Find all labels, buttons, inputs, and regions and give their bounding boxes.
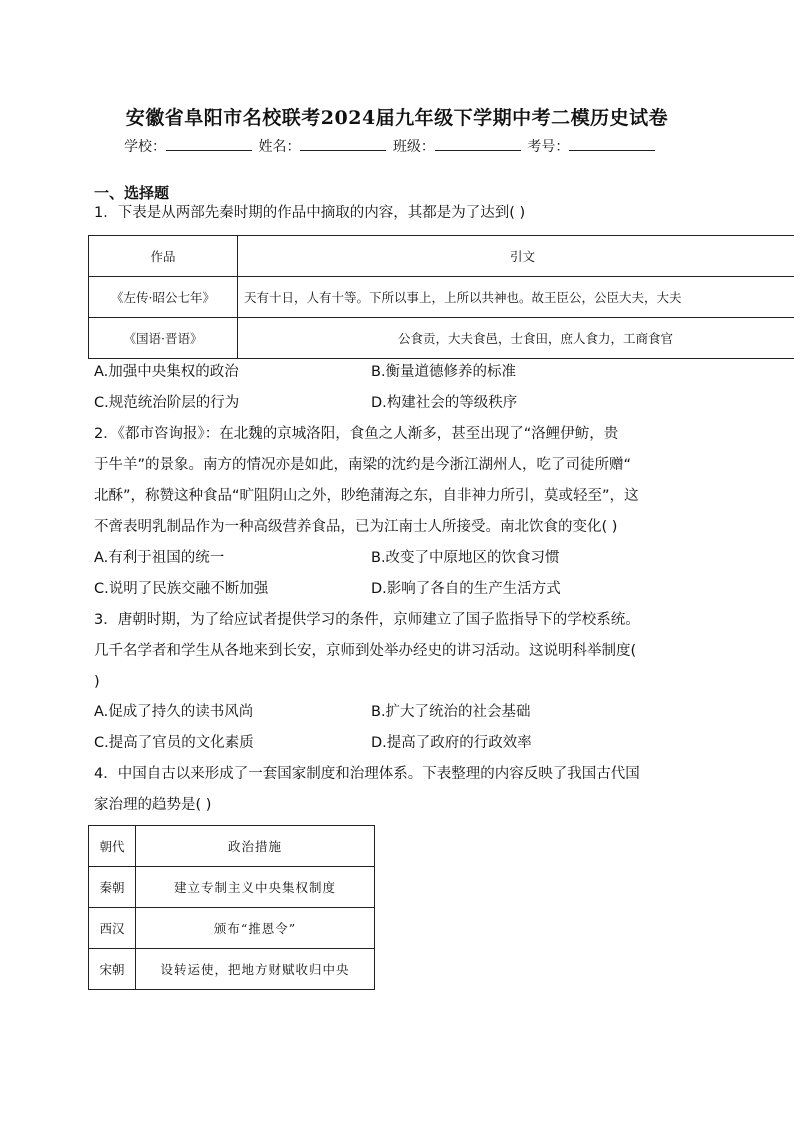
table-cell: 《左传·昭公七年》 <box>89 277 238 318</box>
table-header-cell: 政治措施 <box>136 826 375 867</box>
option-a[interactable]: A.有利于祖国的统一 <box>94 550 225 566</box>
number-label: 考号： <box>527 139 570 155</box>
option-a[interactable]: A.促成了持久的读书风尚 <box>94 704 254 720</box>
name-label: 姓名： <box>258 139 301 155</box>
table-row <box>89 277 794 318</box>
option-b[interactable]: B.改变了中原地区的饮食习惯 <box>371 550 560 566</box>
student-info-line <box>124 136 657 156</box>
question-line: ) <box>94 674 100 690</box>
question-line: 家治理的趋势是( ) <box>94 797 212 813</box>
question-line: 4．中国自古以来形成了一套国家制度和治理体系。下表整理的内容反映了我国古代国 <box>94 766 640 782</box>
table-header-row <box>89 236 794 277</box>
question-line: 几千名学者和学生从各地来到长安，京师到处举办经史的讲习活动。这说明科举制度( <box>94 643 637 659</box>
question-1-options <box>94 357 694 419</box>
table-row <box>89 867 375 908</box>
option-d[interactable]: D.提高了政府的行政效率 <box>371 735 532 751</box>
section-heading: 一、选择题 <box>94 184 170 202</box>
option-b[interactable]: B.扩大了统治的社会基础 <box>371 704 531 720</box>
table-cell: 天有十日，人有十等。下所以事上，上所以共神也。故王臣公，公臣大夫，大夫 <box>238 277 794 318</box>
question-2-options <box>94 543 694 605</box>
table-cell: 秦朝 <box>89 867 136 908</box>
question-line: 1．下表是从两部先秦时期的作品中摘取的内容，其都是为了达到( ) <box>94 205 526 221</box>
option-d[interactable]: D.构建社会的等级秩序 <box>371 395 518 411</box>
question-line: 2．《都市咨询报》：在北魏的京城洛阳，食鱼之人渐多，甚至出现了“洛鲤伊鲂，贵 <box>94 426 619 442</box>
question-line: 不啻表明乳制品作为一种高级营养食品，已为江南士人所接受。南北饮食的变化( ) <box>94 519 618 535</box>
question-1-stem <box>94 198 704 229</box>
table-cell: 设转运使，把地方财赋收归中央 <box>136 949 375 990</box>
number-blank[interactable] <box>569 136 655 151</box>
table-cell: 建立专制主义中央集权制度 <box>136 867 375 908</box>
question-2-stem <box>94 419 704 543</box>
question-line: 于牛羊”的景象。南方的情况亦是如此，南梁的沈约是今浙江湖州人，吃了司徒所赠“ <box>94 457 632 473</box>
option-c[interactable]: C.规范统治阶层的行为 <box>94 395 240 411</box>
question-1-table <box>88 235 794 359</box>
exam-title: 安徽省阜阳市名校联考2024届九年级下学期中考二模历史试卷 <box>125 107 669 129</box>
option-d[interactable]: D.影响了各自的生产生活方式 <box>371 581 561 597</box>
school-blank[interactable] <box>166 136 252 151</box>
table-row <box>89 908 375 949</box>
table-header-cell: 作品 <box>89 236 238 277</box>
table-header-cell: 引文 <box>238 236 794 277</box>
name-blank[interactable] <box>300 136 386 151</box>
table-header-row <box>89 826 375 867</box>
table-cell: 公食贡，大夫食邑，士食田，庶人食力，工商食官 <box>238 318 794 359</box>
option-b[interactable]: B.衡量道德修养的标准 <box>371 364 517 380</box>
school-label: 学校： <box>124 139 166 155</box>
table-cell: 《国语·晋语》 <box>89 318 238 359</box>
table-cell: 颁布“推恩令” <box>136 908 375 949</box>
question-3-stem <box>94 605 704 698</box>
class-label: 班级： <box>392 139 435 155</box>
option-c[interactable]: C.说明了民族交融不断加强 <box>94 581 269 597</box>
class-blank[interactable] <box>435 136 521 151</box>
table-row <box>89 949 375 990</box>
question-3-options <box>94 697 694 759</box>
table-cell: 宋朝 <box>89 949 136 990</box>
question-line: 3．唐朝时期，为了给应试者提供学习的条件，京师建立了国子监指导下的学校系统。 <box>94 612 640 628</box>
table-cell: 西汉 <box>89 908 136 949</box>
option-a[interactable]: A.加强中央集权的政治 <box>94 364 239 380</box>
question-4-stem <box>94 759 704 821</box>
question-4-table <box>88 825 375 990</box>
table-header-cell: 朝代 <box>89 826 136 867</box>
question-line: 北酥”，称赞这种食品“旷阻阴山之外，眇绝蒲海之东，自非神力所引，莫或轻至”，这 <box>94 488 639 504</box>
option-c[interactable]: C.提高了官员的文化素质 <box>94 735 254 751</box>
table-row <box>89 318 794 359</box>
